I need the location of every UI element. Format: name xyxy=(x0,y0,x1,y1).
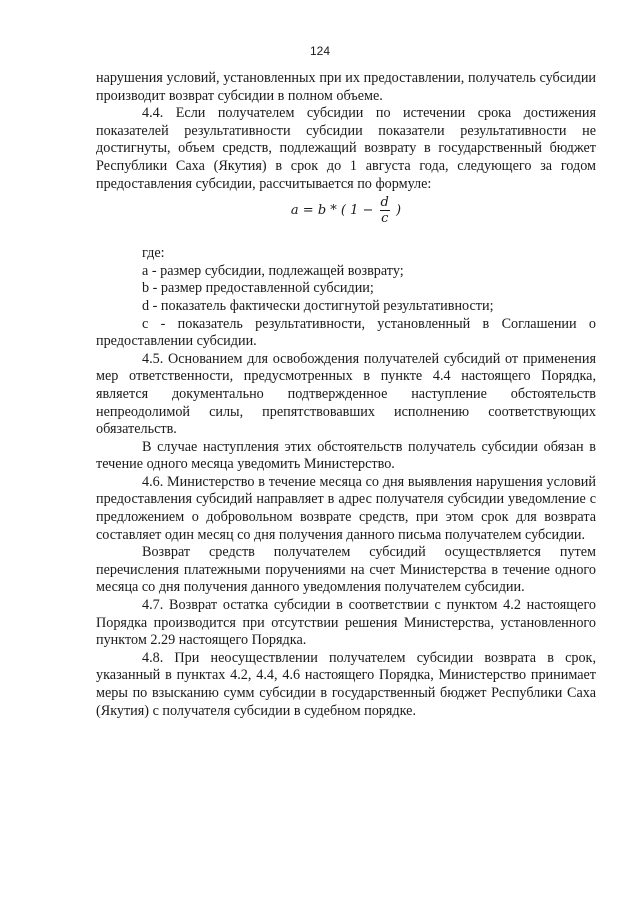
legend-a: a - размер субсидии, подлежащей возврату; xyxy=(142,262,404,279)
paragraph-4-8: 4.8. При неосуществлении получателем субсидии возврата в срок, указанный в пунктах 4.2, 4.4, 4.6 настоящего Порядка, Министерство принимает меры по взысканию сумм субсидии в государственный бюджет Республики Саха (Якутия) с получателя субсидии в судебном порядке. xyxy=(96,649,596,719)
page-number: 124 xyxy=(309,44,331,58)
formula-right: ) xyxy=(396,203,402,219)
paragraph-4-7: 4.7. Возврат остатка субсидии в соответствии с пунктом 4.2 настоящего Порядка производится при отсутствии решения Министерства, установленного пунктом 2.29 настоящего Порядка. xyxy=(96,597,596,649)
formula xyxy=(96,195,596,235)
legend-b: b - размер предоставленной субсидии; xyxy=(142,280,374,297)
paragraph-4-6: 4.6. Министерство в течение месяца со дня выявления нарушения условий предоставления субсидий направляет в адрес получателя субсидии уведомление с предложением о добровольном возврате средств, при этом срок для возврата составляет один месяц со дня получения данного письма получателем субсидии. xyxy=(96,473,596,543)
paragraph-4-6-return: Возврат средств получателем субсидий осуществляется путем перечисления платежными поручениями на счет Министерства в течение одного месяца со дня получения данного уведомления получателем субсидии. xyxy=(96,544,596,596)
paragraph-4-4: 4.4. Если получателем субсидии по истечении срока достижения показателей результативности субсидии показатели результативности не достигнуты, объем средств, подлежащий возврату в государственный бюджет Республики Саха (Якутия) в срок до 1 августа года, следующего за годом предоставления субсидии, рассчитывается по формуле: xyxy=(96,105,596,192)
formula-left: a = b * ( 1 − xyxy=(290,203,374,219)
paragraph-4-5-notice: В случае наступления этих обстоятельств получатель субсидии обязан в течение одного месяца уведомить Министерство. xyxy=(96,438,596,473)
legend-c: c - показатель результативности, установленный в Соглашении о предоставлении субсидии. xyxy=(96,315,596,350)
paragraph-continuation: нарушения условий, установленных при их предоставлении, получатель субсидии производит возврат субсидии в полном объеме. xyxy=(96,70,596,104)
formula-numerator: d xyxy=(380,195,389,211)
document-body xyxy=(96,70,596,720)
where-label: где: xyxy=(142,245,165,262)
formula-denominator: c xyxy=(381,211,389,227)
paragraph-4-5: 4.5. Основанием для освобождения получателей субсидий от применения мер ответственности, предусмотренных в пункте 4.4 настоящего Порядка, является документально подтвержденное наступление обстоятельств непреодолимой силы, препятствовавших исполнению соответствующих обязательств. xyxy=(96,350,596,438)
formula-fraction xyxy=(380,195,390,226)
legend-d: d - показатель фактически достигнутой результативности; xyxy=(142,297,494,314)
